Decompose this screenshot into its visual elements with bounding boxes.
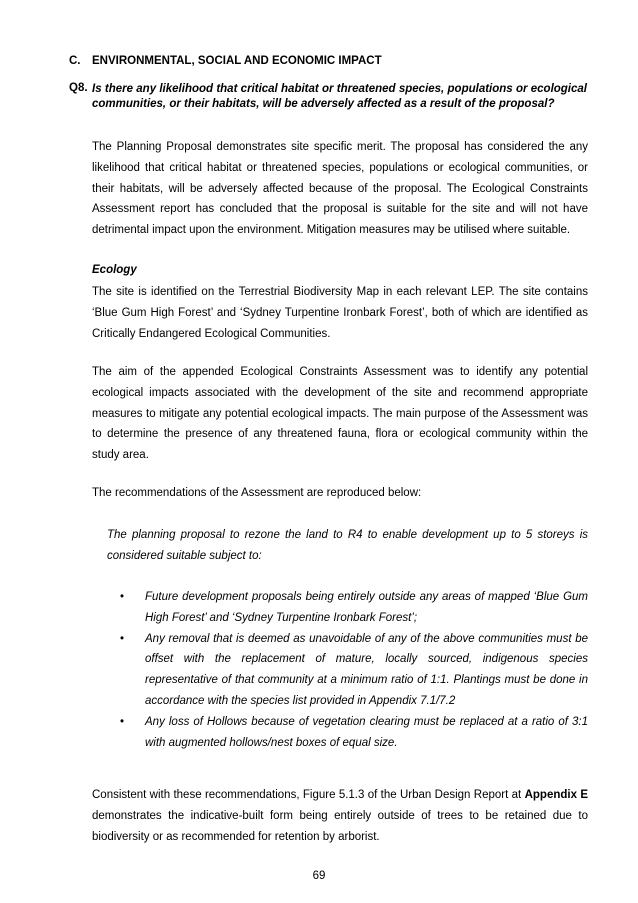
ecology-paragraph-1: The site is identified on the Terrestrial Biodiversity Map in each relevant LEP. The site contains ‘Blue Gum High Forest’ and ‘Sydney Turpentine Ironbark Forest’, both of which are identified as Critically Endangered Ecological Communities. [92,286,588,340]
list-item-text: Any removal that is deemed as unavoidable of any of the above communities must be offset with the replacement of mature, locally sourced, indigenous species representative of that community at a minimum ratio of 1:1. Plantings must be done in accordance with the species list provided in Appendix 7.1/7.2 [145,632,588,707]
ecology-paragraph-2: The aim of the appended Ecological Constraints Assessment was to identify any potential ecological impacts associated with the development of the site and recommend appropriate measures to mitigate any potential ecological impacts. The main purpose of the Assessment was to determine the presence of any threatened fauna, flora or ecological community within the study area. [92,366,588,462]
list-item-text: Future development proposals being entirely outside any areas of mapped ‘Blue Gum High Forest’ and ‘Sydney Turpentine Ironbark Forest’; [145,591,588,624]
section-title: ENVIRONMENTAL, SOCIAL AND ECONOMIC IMPACT [92,55,382,67]
recommendations-list [120,587,588,753]
appendix-reference: Appendix E [524,789,588,801]
list-item [120,629,588,712]
ecology-heading: Ecology [92,264,137,276]
page-number: 69 [312,870,326,882]
quote-intro: The planning proposal to rezone the land to R4 to enable development up to 5 storeys is considered suitable subject to: [107,529,588,562]
section-number: C. [69,55,81,67]
bullet-icon: • [120,632,125,645]
question-label: Q8. [69,82,88,94]
conclusion-text-1: Consistent with these recommendations, Figure 5.1.3 of the Urban Design Report at [92,789,525,801]
list-item [120,587,588,629]
list-item-text: Any loss of Hollows because of vegetation clearing must be replaced at a ratio of 3:1 with augmented hollows/nest boxes of equal size. [145,715,588,749]
conclusion-paragraph [92,785,588,847]
section-heading [69,55,382,67]
question-text: Is there any likelihood that critical habitat or threatened species, populations or ecological communities, or their habitats, will be adversely affected as a result of the proposal? [92,83,587,110]
ecology-paragraph-3: The recommendations of the Assessment are reproduced below: [92,487,422,499]
conclusion-text-2: demonstrates the indicative-built form being entirely outside of trees to be retained due to biodiversity or as recommended for retention by arborist. [92,809,588,843]
intro-paragraph: The Planning Proposal demonstrates site specific merit. The proposal has considered the any likelihood that critical habitat or threatened species, populations or ecological communities, or their habitats, will be adversely affected because of the proposal. The Ecological Constraints Assessment report has concluded that the proposal is suitable for the site and will not have detrimental impact upon the environment. Mitigation measures may be utilised where suitable. [92,141,588,237]
bullet-icon: • [120,715,125,728]
bullet-icon: • [120,591,125,603]
list-item [120,712,588,754]
